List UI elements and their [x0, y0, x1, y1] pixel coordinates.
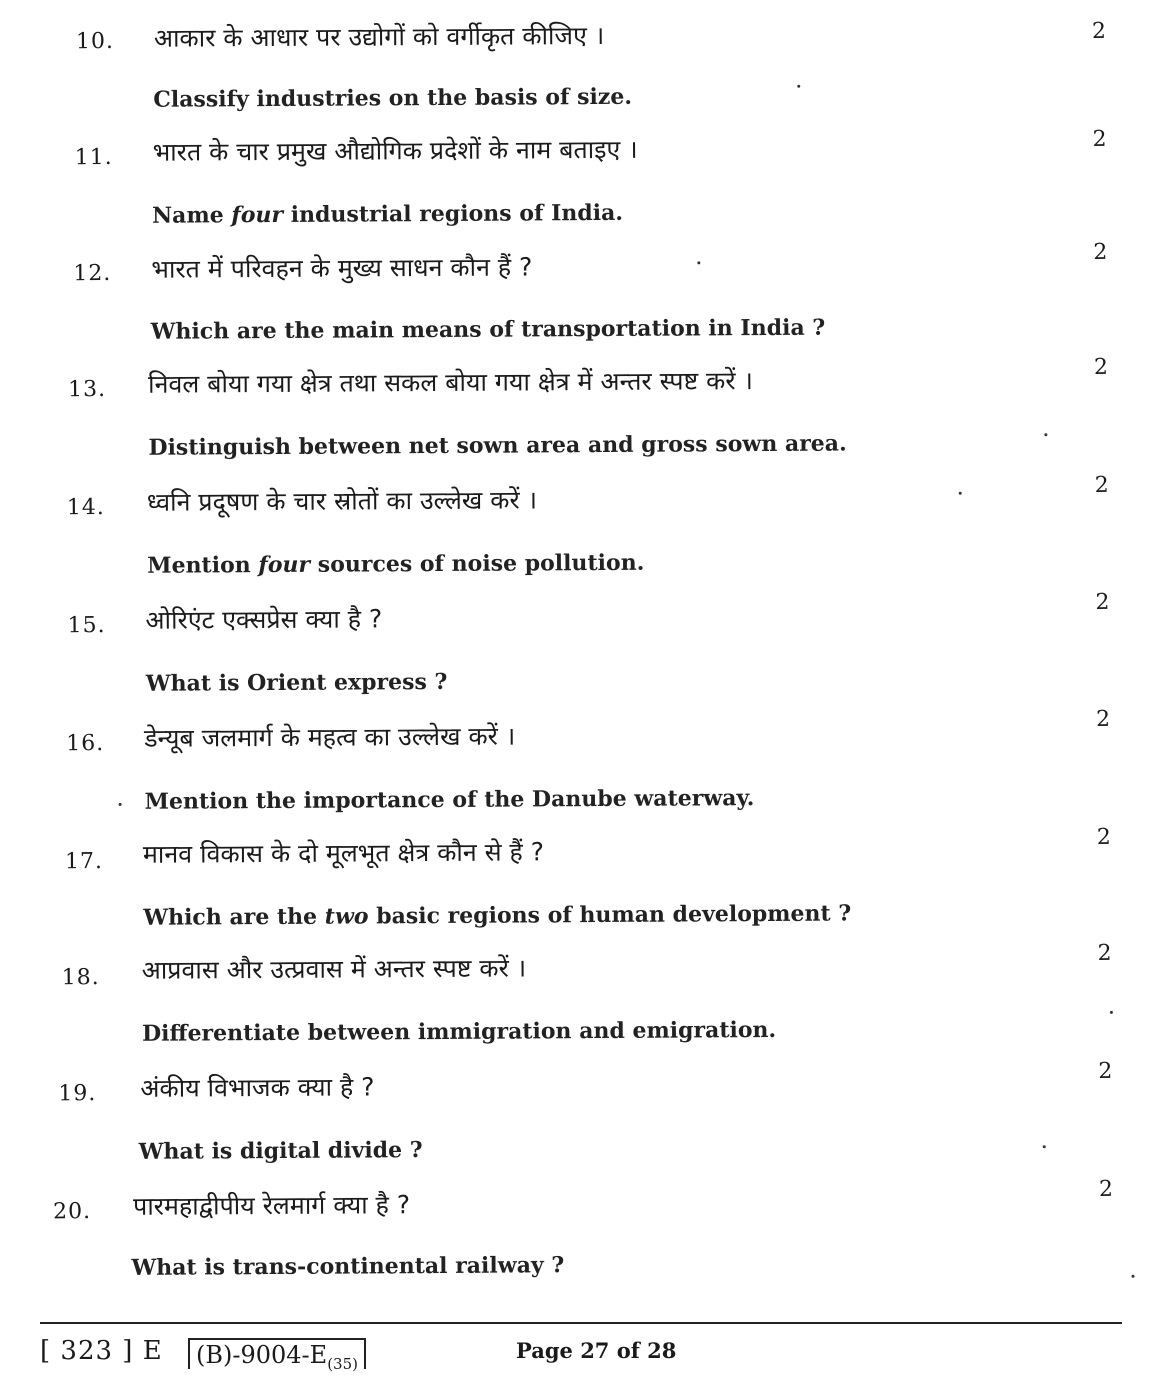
question-number: 16. [66, 731, 105, 757]
english-part: sources of noise pollution. [310, 549, 645, 578]
question-marks: 2 [1092, 126, 1107, 152]
question-marks: 2 [1091, 18, 1107, 44]
question-number: 11. [74, 144, 113, 171]
question-marks: 2 [1093, 239, 1108, 265]
english-part: Mention [147, 552, 259, 579]
english-part: basic regions of human development ? [368, 900, 852, 930]
question-number: 17. [64, 849, 104, 875]
paper-code: [ 323 ] E [40, 1336, 163, 1366]
question-text-hindi: भारत के चार प्रमुख औद्योगिक प्रदेशों के नाम बताइए । [152, 134, 638, 167]
question-marks: 2 [1098, 1058, 1113, 1084]
question-marks: 2 [1096, 706, 1111, 732]
question-text-hindi: ओरिएंट एक्सप्रेस क्या है ? [145, 604, 383, 635]
scan-speck [1043, 1145, 1046, 1148]
question-text-english: What is trans-continental railway ? [131, 1252, 565, 1281]
english-emphasis: four [231, 201, 284, 229]
english-emphasis: four [258, 551, 311, 579]
english-part: Name [151, 202, 232, 229]
question-marks: 2 [1093, 354, 1109, 380]
scan-speck [959, 492, 962, 495]
question-number: 10. [75, 28, 115, 55]
question-text-english: Which are the main means of transportation in India ? [150, 314, 826, 345]
scan-speck [697, 261, 700, 264]
question-text-english: What is digital divide ? [138, 1137, 423, 1165]
question-marks: 2 [1095, 589, 1110, 615]
question-text-hindi: मानव विकास के दो मूलभूत क्षेत्र कौन से हैं ? [142, 837, 545, 869]
question-text-hindi: ध्वनि प्रदूषण के चार स्रोतों का उल्लेख करें । [146, 485, 538, 517]
english-part: industrial regions of India. [282, 199, 624, 228]
scan-speck [797, 85, 800, 88]
question-text-english: Mention the importance of the Danube waterway. [144, 785, 755, 815]
question-number: 15. [67, 613, 106, 639]
question-text-english [143, 900, 851, 930]
scan-speck [1110, 1011, 1113, 1014]
question-text-english: What is Orient express ? [145, 668, 448, 697]
question-text-english: Classify industries on the basis of size. [153, 83, 633, 113]
question-text-hindi: आकार के आधार पर उद्योगों को वर्गीकृत कीजिए । [153, 20, 605, 53]
question-number: 19. [58, 1081, 97, 1107]
page-footer [40, 1336, 1122, 1373]
english-part: Which are the [143, 903, 325, 931]
question-text-english [147, 550, 644, 579]
question-number: 20. [53, 1199, 92, 1225]
question-number: 13. [68, 377, 107, 403]
scan-speck [119, 803, 122, 806]
question-number: 14. [66, 495, 105, 521]
question-text-hindi: डेन्यूब जलमार्ग के महत्व का उल्लेख करें । [144, 721, 516, 753]
footer-rule [40, 1322, 1122, 1324]
scan-speck [1044, 433, 1047, 436]
question-marks: 2 [1098, 1176, 1114, 1202]
question-text-english [152, 200, 623, 229]
question-marks: 2 [1097, 940, 1112, 966]
english-emphasis: two [324, 903, 369, 930]
page-number: Page 27 of 28 [516, 1338, 677, 1363]
question-text-english: Differentiate between immigration and emigration. [141, 1016, 777, 1047]
question-text-english: Distinguish between net sown area and gross sown area. [148, 430, 847, 461]
question-text-hindi: निवल बोया गया क्षेत्र तथा सकल बोया गया क्षेत्र में अन्तर स्पष्ट करें । [147, 366, 754, 399]
question-marks: 2 [1094, 472, 1109, 498]
question-marks: 2 [1096, 824, 1111, 850]
scan-speck [1132, 1275, 1135, 1278]
question-number: 12. [73, 260, 112, 287]
question-text-hindi: पारमहाद्वीपीय रेलमार्ग क्या है ? [132, 1190, 411, 1221]
question-text-hindi: आप्रवास और उत्प्रवास में अन्तर स्पष्ट करें । [141, 953, 527, 985]
question-10 [0, 0, 1154, 113]
paper-set-code-main: (B)-9004-E [196, 1341, 328, 1369]
question-text-hindi: अंकीय विभाजक क्या है ? [140, 1072, 375, 1103]
paper-set-code [188, 1338, 366, 1373]
question-number: 18. [61, 965, 100, 991]
question-text-hindi: भारत में परिवहन के मुख्य साधन कौन हैं ? [151, 252, 533, 284]
paper-set-code-sub: (35) [327, 1354, 358, 1373]
